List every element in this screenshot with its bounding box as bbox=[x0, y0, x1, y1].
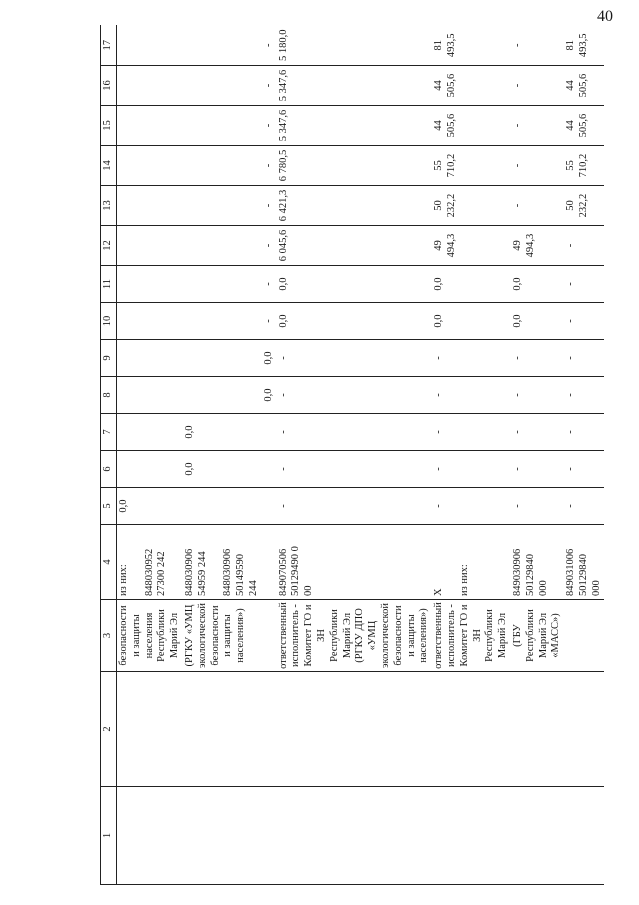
cell-value: 81 493,5 bbox=[564, 26, 604, 66]
cell-value: 44 505,6 bbox=[564, 106, 604, 146]
cell-value: - bbox=[511, 146, 564, 186]
cell-value: - bbox=[262, 186, 277, 226]
cell-value: - bbox=[511, 106, 564, 146]
cell-value: 81 493,5 bbox=[432, 26, 511, 66]
cell-value: - bbox=[511, 414, 564, 451]
table-row bbox=[277, 26, 433, 885]
budget-table bbox=[100, 26, 604, 886]
cell-value bbox=[117, 414, 183, 451]
table-row bbox=[183, 26, 262, 885]
cell-value: 0,0 bbox=[117, 488, 183, 525]
cell-code bbox=[262, 525, 277, 600]
cell-value bbox=[183, 488, 262, 525]
cell-code: 849030906 50129840 000 bbox=[511, 525, 564, 600]
cell-value: 50 232,2 bbox=[432, 186, 511, 226]
cell-value: - bbox=[262, 146, 277, 186]
column-header: 3 bbox=[101, 600, 117, 672]
cell-value: 0,0 bbox=[432, 266, 511, 303]
cell-code: из них: 848030952 27300 242 bbox=[117, 525, 183, 600]
column-header: 7 bbox=[101, 414, 117, 451]
cell-value bbox=[183, 303, 262, 340]
cell-value: - bbox=[262, 26, 277, 66]
cell-value bbox=[262, 414, 277, 451]
cell-value: - bbox=[277, 414, 433, 451]
cell-value: - bbox=[432, 451, 511, 488]
column-header: 8 bbox=[101, 377, 117, 414]
table-row bbox=[564, 26, 604, 885]
column-header: 13 bbox=[101, 186, 117, 226]
cell-value: 0,0 bbox=[183, 451, 262, 488]
cell-value: - bbox=[277, 451, 433, 488]
cell-value: 0,0 bbox=[511, 303, 564, 340]
cell-code: Х из них: bbox=[432, 525, 511, 600]
table-body bbox=[117, 26, 605, 885]
cell-value: 6 780,5 bbox=[277, 146, 433, 186]
cell-value: 44 505,6 bbox=[432, 66, 511, 106]
cell-value: - bbox=[564, 414, 604, 451]
column-header: 9 bbox=[101, 340, 117, 377]
cell-value: - bbox=[511, 340, 564, 377]
cell-responsible: (РГКУ «УМЦ экологической безопасности и защиты населения») bbox=[183, 600, 262, 672]
cell-value: - bbox=[564, 303, 604, 340]
cell-value: 49 494,3 bbox=[511, 226, 564, 266]
cell-col1 bbox=[183, 787, 262, 885]
cell-value: - bbox=[564, 340, 604, 377]
table-row bbox=[432, 26, 511, 885]
column-header: 4 bbox=[101, 525, 117, 600]
cell-value bbox=[183, 377, 262, 414]
cell-value bbox=[183, 146, 262, 186]
cell-responsible: ответственный исполнитель - Комитет ГО и ЗН Республики Марий Эл (РГКУ ДПО «УМЦ экологической безопасности и защиты населения») bbox=[277, 600, 433, 672]
cell-value: 0,0 bbox=[183, 414, 262, 451]
cell-value: - bbox=[262, 266, 277, 303]
column-header: 10 bbox=[101, 303, 117, 340]
cell-value: 55 710,2 bbox=[564, 146, 604, 186]
cell-value: - bbox=[564, 488, 604, 525]
cell-value: 0,0 bbox=[432, 303, 511, 340]
cell-value: - bbox=[277, 488, 433, 525]
column-header: 17 bbox=[101, 26, 117, 66]
cell-value: - bbox=[564, 451, 604, 488]
cell-col1 bbox=[262, 787, 277, 885]
cell-value: 5 347,6 bbox=[277, 66, 433, 106]
cell-value bbox=[262, 451, 277, 488]
cell-code: 848030906 54959 244 848030906 50149590 244 bbox=[183, 525, 262, 600]
column-header: 16 bbox=[101, 66, 117, 106]
cell-value: - bbox=[511, 66, 564, 106]
cell-value bbox=[117, 146, 183, 186]
column-header: 1 bbox=[101, 787, 117, 885]
cell-col2 bbox=[277, 672, 433, 787]
cell-value bbox=[183, 66, 262, 106]
cell-value bbox=[117, 226, 183, 266]
cell-value bbox=[117, 303, 183, 340]
cell-value: - bbox=[432, 340, 511, 377]
cell-value: - bbox=[277, 377, 433, 414]
cell-value bbox=[183, 226, 262, 266]
cell-value: - bbox=[432, 488, 511, 525]
cell-value bbox=[183, 26, 262, 66]
cell-col1 bbox=[117, 787, 183, 885]
cell-value: - bbox=[511, 26, 564, 66]
cell-value bbox=[262, 488, 277, 525]
cell-value bbox=[183, 340, 262, 377]
cell-value: - bbox=[511, 451, 564, 488]
column-header: 11 bbox=[101, 266, 117, 303]
cell-value bbox=[183, 186, 262, 226]
column-header: 5 bbox=[101, 488, 117, 525]
cell-col1 bbox=[564, 787, 604, 885]
cell-value: 49 494,3 bbox=[432, 226, 511, 266]
cell-value: 5 347,6 bbox=[277, 106, 433, 146]
cell-value: 0,0 bbox=[262, 377, 277, 414]
cell-value bbox=[117, 106, 183, 146]
cell-responsible: безопасности и защиты населения Республики Марий Эл bbox=[117, 600, 183, 672]
cell-value bbox=[117, 186, 183, 226]
cell-value: 5 180,0 bbox=[277, 26, 433, 66]
cell-responsible: (ГБУ Республики Марий Эл «МАСС») bbox=[511, 600, 564, 672]
cell-value: - bbox=[262, 226, 277, 266]
table-row bbox=[262, 26, 277, 885]
cell-value: - bbox=[262, 303, 277, 340]
cell-value bbox=[117, 451, 183, 488]
cell-value: - bbox=[564, 377, 604, 414]
cell-value: - bbox=[564, 266, 604, 303]
cell-col2 bbox=[262, 672, 277, 787]
table-row bbox=[117, 26, 183, 885]
column-header: 2 bbox=[101, 672, 117, 787]
cell-value: 6 421,3 bbox=[277, 186, 433, 226]
cell-value: 55 710,2 bbox=[432, 146, 511, 186]
cell-col2 bbox=[183, 672, 262, 787]
cell-value bbox=[117, 266, 183, 303]
cell-value: - bbox=[277, 340, 433, 377]
column-header: 6 bbox=[101, 451, 117, 488]
column-header: 14 bbox=[101, 146, 117, 186]
page-number: 40 bbox=[597, 8, 613, 25]
cell-value: - bbox=[262, 106, 277, 146]
cell-value: 50 232,2 bbox=[564, 186, 604, 226]
cell-col2 bbox=[432, 672, 511, 787]
cell-value bbox=[117, 377, 183, 414]
cell-value: 44 505,6 bbox=[564, 66, 604, 106]
cell-code: 849070506 50129490 0 00 bbox=[277, 525, 433, 600]
cell-value: - bbox=[511, 377, 564, 414]
cell-value: - bbox=[432, 377, 511, 414]
cell-code: 849031006 50129840 000 bbox=[564, 525, 604, 600]
header-row bbox=[101, 26, 117, 885]
table-row bbox=[511, 26, 564, 885]
cell-col1 bbox=[511, 787, 564, 885]
cell-value: - bbox=[511, 488, 564, 525]
cell-value: 0,0 bbox=[277, 266, 433, 303]
cell-value bbox=[117, 66, 183, 106]
cell-col1 bbox=[277, 787, 433, 885]
cell-responsible bbox=[262, 600, 277, 672]
cell-value bbox=[117, 340, 183, 377]
cell-value: - bbox=[262, 66, 277, 106]
cell-value bbox=[117, 26, 183, 66]
cell-value: - bbox=[511, 186, 564, 226]
cell-value: 0,0 bbox=[262, 340, 277, 377]
rotated-table-container bbox=[100, 29, 620, 885]
cell-col2 bbox=[564, 672, 604, 787]
cell-col2 bbox=[117, 672, 183, 787]
cell-col1 bbox=[432, 787, 511, 885]
cell-value: - bbox=[564, 226, 604, 266]
cell-value: 0,0 bbox=[277, 303, 433, 340]
cell-responsible: ответственный исполнитель - Комитет ГО и ЗН Республики Марий Эл bbox=[432, 600, 511, 672]
cell-col2 bbox=[511, 672, 564, 787]
cell-responsible bbox=[564, 600, 604, 672]
cell-value: 6 045,6 bbox=[277, 226, 433, 266]
cell-value bbox=[183, 106, 262, 146]
cell-value: - bbox=[432, 414, 511, 451]
cell-value: 44 505,6 bbox=[432, 106, 511, 146]
column-header: 15 bbox=[101, 106, 117, 146]
cell-value bbox=[183, 266, 262, 303]
cell-value: 0,0 bbox=[511, 266, 564, 303]
column-header: 12 bbox=[101, 226, 117, 266]
